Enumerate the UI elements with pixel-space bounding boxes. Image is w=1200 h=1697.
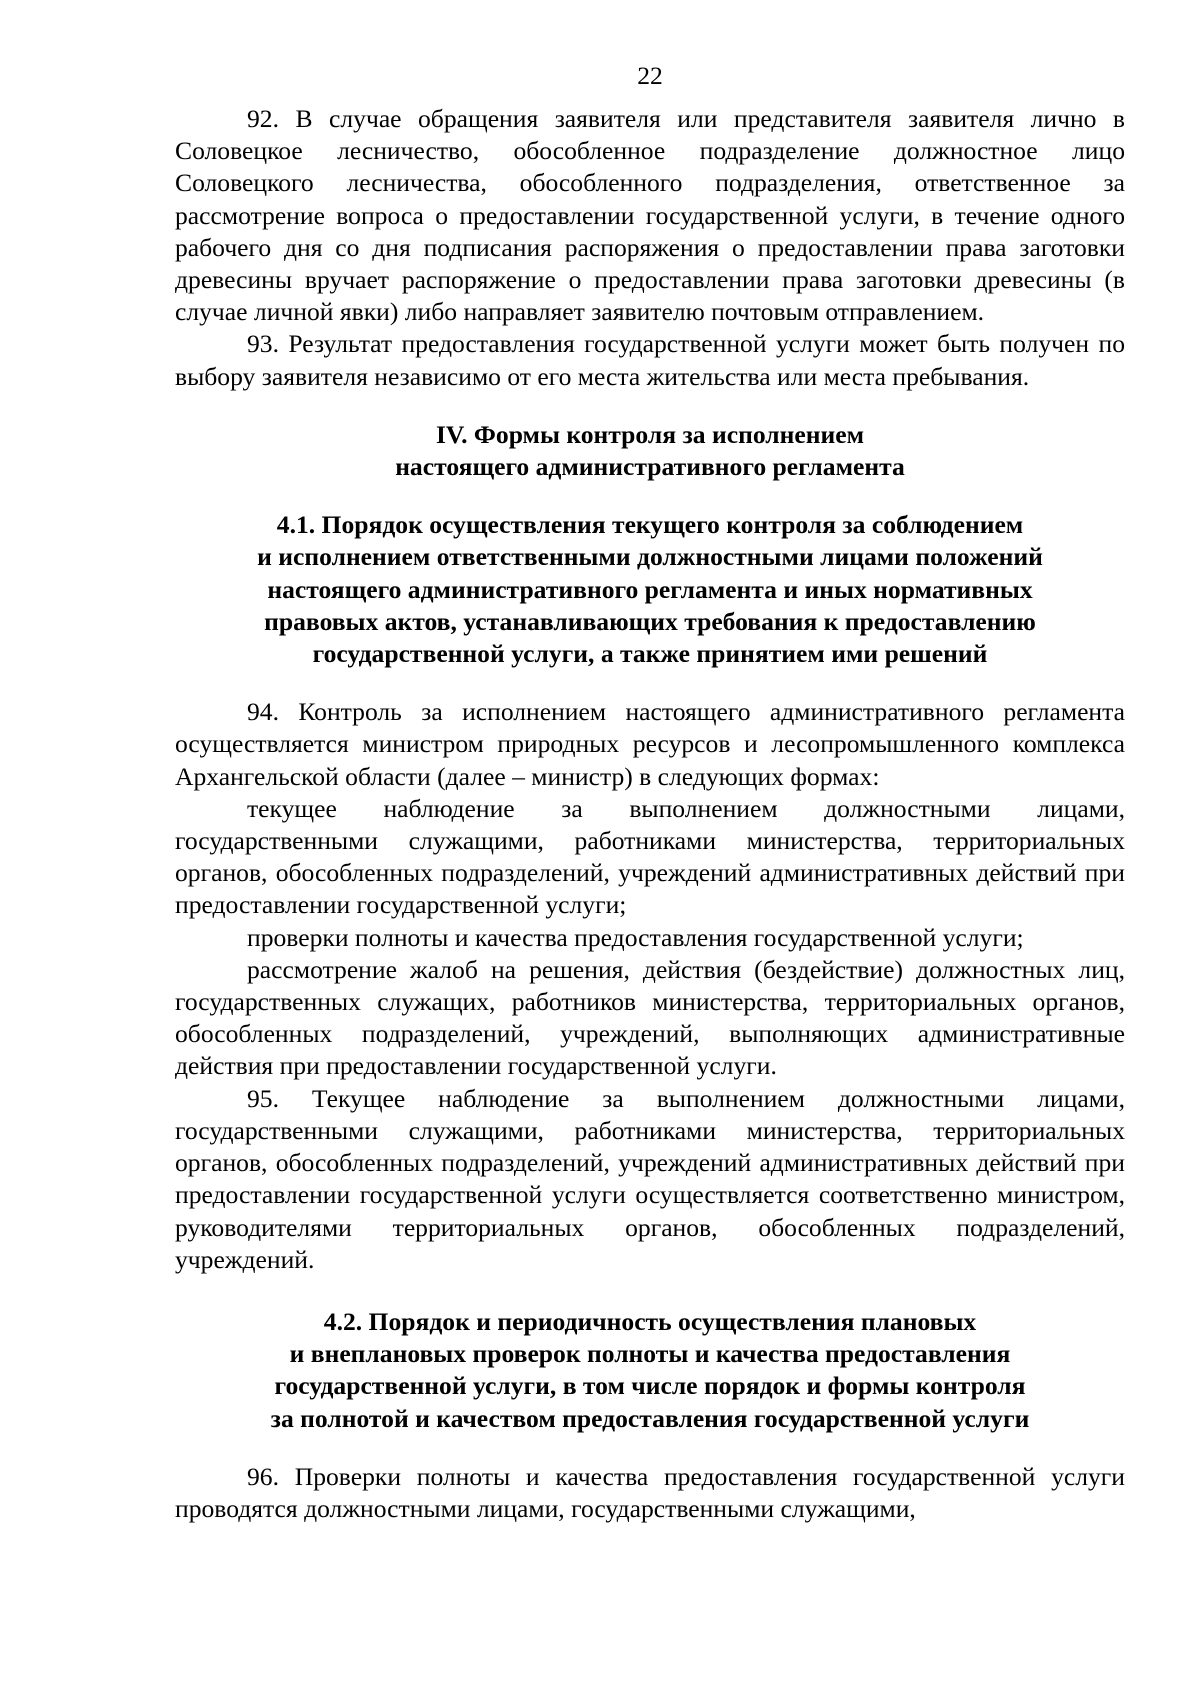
- subsection-heading-line: государственной услуги, в том числе порядок и формы контроля: [274, 1371, 1026, 1401]
- paragraph-96: 96. Проверки полноты и качества предоставления государственной услуги проводятся должностными лицами, государственными служащими,: [175, 1461, 1125, 1523]
- subsection-heading-line: 4.1. Порядок осуществления текущего контроля за соблюдением: [276, 510, 1024, 540]
- list-item-current-monitoring: текущее наблюдение за выполнением должностными лицами, государственными служащими, работниками министерства, территориальных органов, обособленных подразделений, учреждений административных действий при предоставлении государственной услуги;: [175, 793, 1125, 920]
- subsection-heading-line: государственной услуги, а также принятием ими решений: [312, 639, 988, 669]
- subsection-heading-line: за полнотой и качеством предоставления государственной услуги: [270, 1403, 1030, 1433]
- subsection-heading-line: настоящего административного регламента и иных нормативных: [267, 574, 1033, 604]
- subsection-heading-4-1: [175, 509, 1125, 670]
- list-item-complaints: рассмотрение жалоб на решения, действия (бездействие) должностных лиц, государственных служащих, работников министерства, территориальных органов, обособленных подразделений, учреждений, выполняющих административные действия при предоставлении государственной услуги.: [175, 954, 1125, 1081]
- paragraph-93: 93. Результат предоставления государственной услуги может быть получен по выбору заявителя независимо от его места жительства или места пребывания.: [175, 329, 1125, 391]
- paragraph-95: 95. Текущее наблюдение за выполнением должностными лицами, государственными служащими, работниками министерства, территориальных органов, обособленных подразделений, учреждений административных действий при предоставлении государственной услуги осуществляется соответственно министром, руководителями территориальных органов, обособленных подразделений, учреждений.: [175, 1083, 1125, 1274]
- list-item-inspections: проверки полноты и качества предоставления государственной услуги;: [247, 922, 1024, 952]
- subsection-heading-4-2: [175, 1306, 1125, 1435]
- page-number: 22: [637, 61, 663, 90]
- paragraph-94: 94. Контроль за исполнением настоящего административного регламента осуществляется министром природных ресурсов и лесопромышленного комплекса Архангельской области (далее – министр) в следующих формах:: [175, 697, 1125, 791]
- subsection-heading-line: правовых актов, устанавливающих требования к предоставлению: [264, 606, 1036, 636]
- subsection-heading-line: 4.2. Порядок и периодичность осуществления плановых: [323, 1306, 977, 1336]
- chapter-heading: [175, 419, 1125, 483]
- document-page: [175, 60, 1125, 1670]
- subsection-heading-line: и внеплановых проверок полноты и качества предоставления: [289, 1339, 1011, 1369]
- chapter-heading-line: настоящего административного регламента: [395, 452, 905, 482]
- subsection-heading-line: и исполнением ответственными должностными лицами положений: [257, 542, 1043, 572]
- paragraph-92: 92. В случае обращения заявителя или представителя заявителя лично в Соловецкое лесничество, обособленное подразделение должностное лицо Соловецкого лесничества, обособленного подразделения, ответственное за рассмотрение вопроса о предоставлении государственной услуги, в течение одного рабочего дня со дня подписания распоряжения о предоставлении права заготовки древесины вручает распоряжение о предоставлении права заготовки древесины (в случае личной явки) либо направляет заявителю почтовым отправлением.: [175, 104, 1125, 327]
- chapter-heading-line: IV. Формы контроля за исполнением: [435, 419, 865, 449]
